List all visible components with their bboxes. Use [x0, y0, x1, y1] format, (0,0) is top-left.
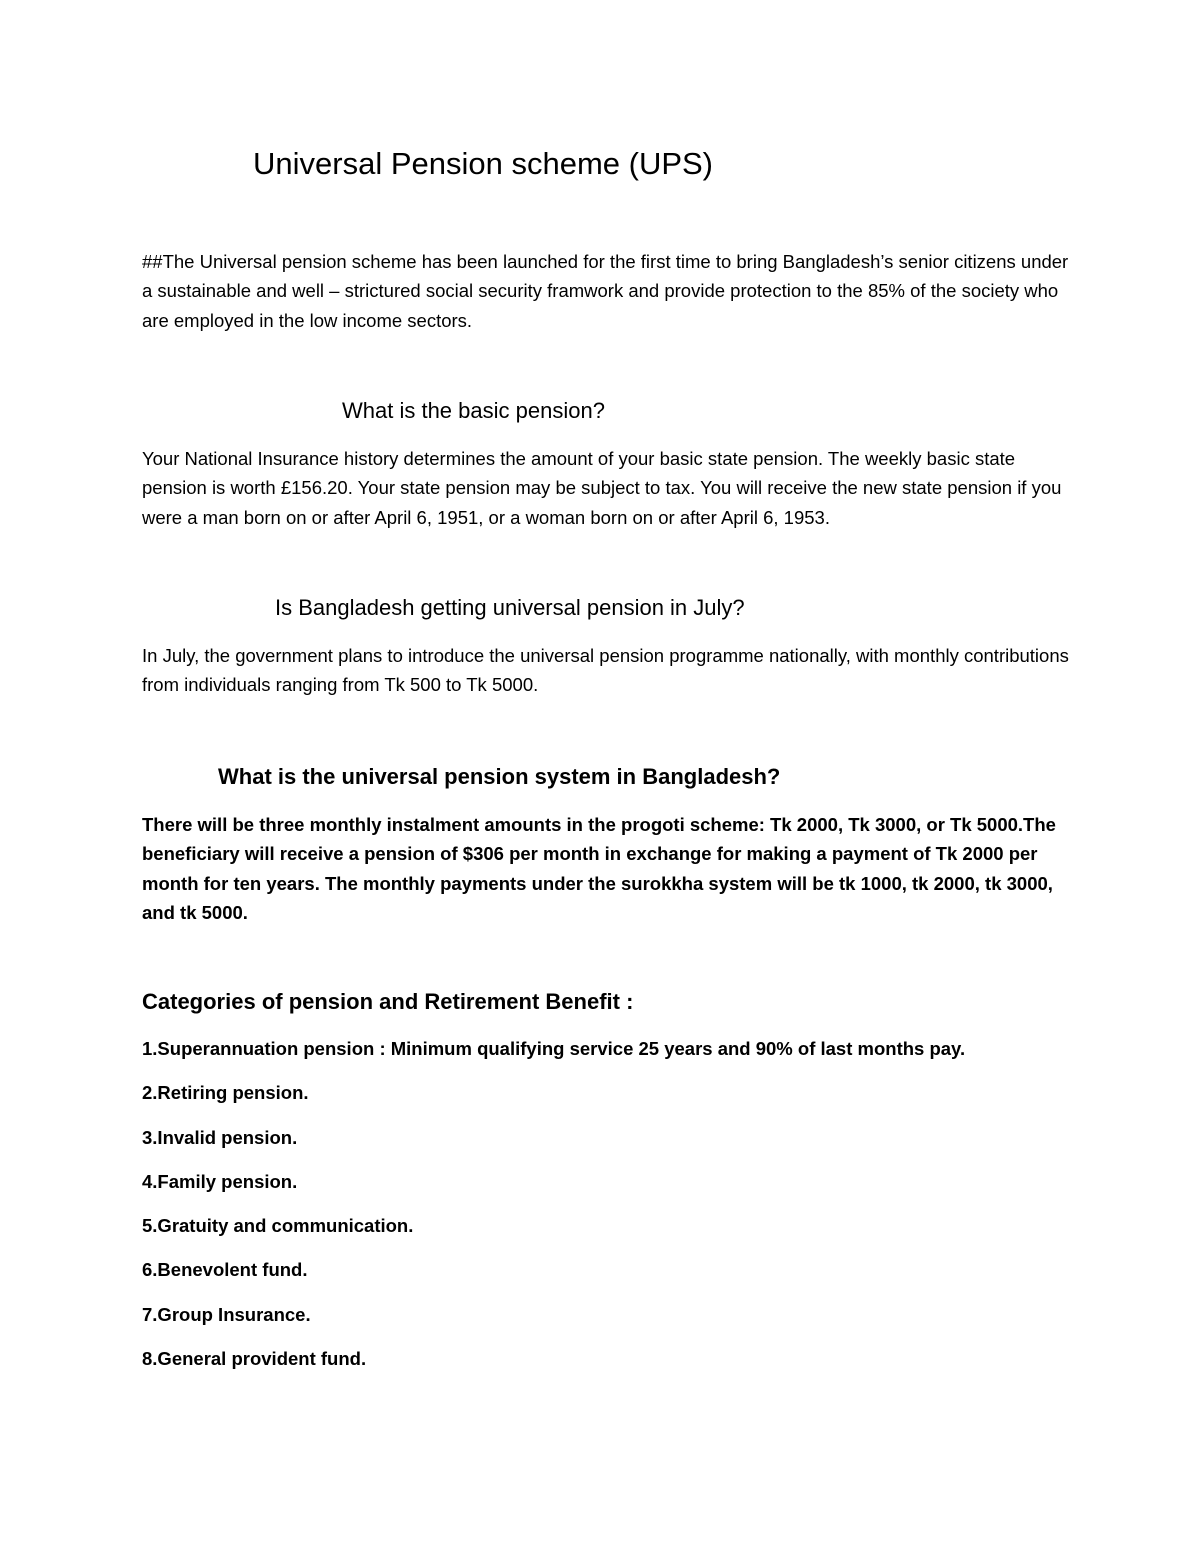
list-item: 2.Retiring pension. [142, 1082, 309, 1104]
section-heading-july: Is Bangladesh getting universal pension in July? [275, 595, 745, 620]
categories-heading: Categories of pension and Retirement Benefit : [142, 989, 634, 1014]
document-title: Universal Pension scheme (UPS) [253, 146, 714, 181]
list-item: 7.Group Insurance. [142, 1303, 311, 1325]
list-item: 1.Superannuation pension : Minimum qualifying service 25 years and 90% of last months pay. [142, 1038, 966, 1059]
categories-list [142, 1034, 1102, 1388]
section-body-july: In July, the government plans to introduce the universal pension programme nationally, with monthly contributions from individuals ranging from Tk 500 to Tk 5000. [142, 645, 1069, 696]
intro-paragraph: ##The Universal pension scheme has been launched for the first time to bring Bangladesh’s senior citizens under a sustainable and well – strictured social security framwork and provide protection to the 85% of the society who are employed in the low income sectors. [142, 251, 1069, 331]
list-item: 5.Gratuity and communication. [142, 1215, 414, 1237]
section-heading-basic-pension: What is the basic pension? [342, 398, 605, 423]
list-item: 4.Family pension. [142, 1170, 298, 1192]
section-body-basic-pension: Your National Insurance history determines the amount of your basic state pension. The weekly basic state pension is worth £156.20. Your state pension may be subject to tax. You will receive the new state pension if you were a man born on or after April 6, 1951, or a woman born on or after April 6, 1953. [142, 448, 1062, 528]
section-body-pension-system: There will be three monthly instalment amounts in the progoti scheme: Tk 2000, Tk 3000, or Tk 5000.The beneficiary will receive a pension of $306 per month in exchange for making a payment of Tk 2000 per month for ten years. The monthly payments under the surokkha system will be tk 1000, tk 2000, tk 3000, and tk 5000. [142, 814, 1056, 923]
list-item: 8.General provident fund. [142, 1348, 367, 1370]
list-item: 3.Invalid pension. [142, 1126, 298, 1148]
section-heading-pension-system: What is the universal pension system in Bangladesh? [218, 764, 781, 789]
list-item: 6.Benevolent fund. [142, 1259, 308, 1281]
